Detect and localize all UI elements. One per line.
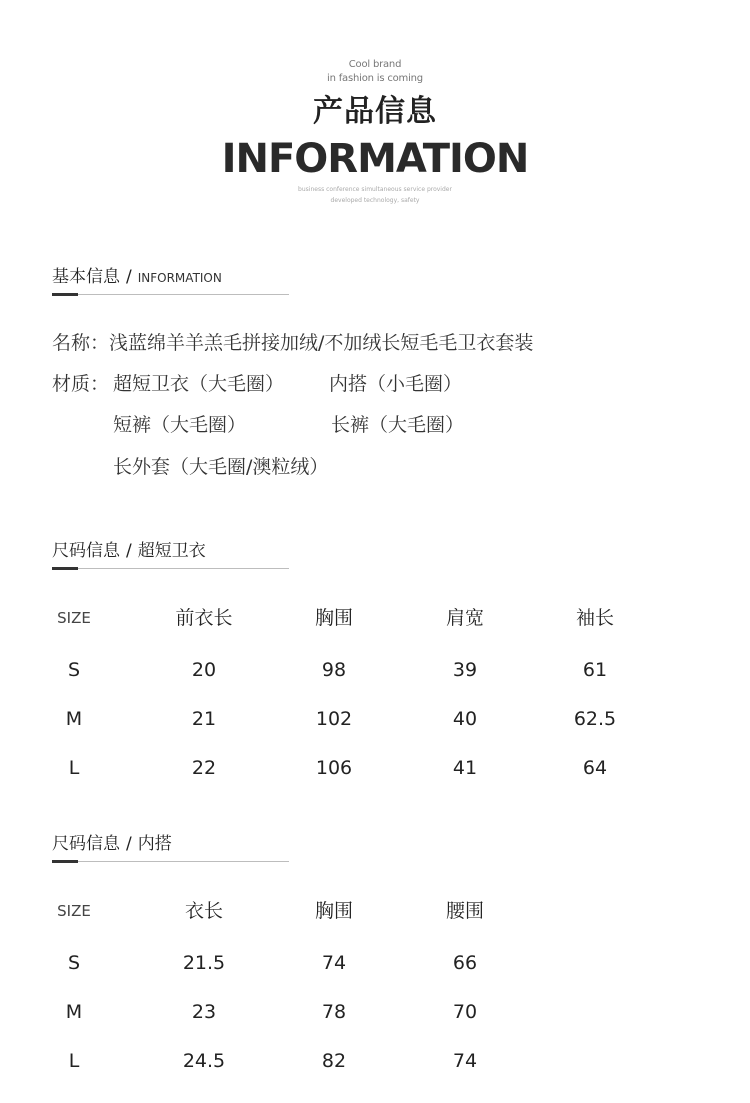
basic-info-accent-bar [52, 293, 78, 296]
table-cell: 61 [582, 659, 608, 681]
table-cell: 74 [452, 1050, 478, 1072]
table-cell-size: S [67, 952, 81, 974]
table-cell: 21 [191, 708, 217, 730]
table-cell-size: S [67, 659, 81, 681]
column-header: 胸围 [314, 607, 353, 629]
table-cell: 21.5 [182, 952, 226, 974]
subtitle-line2: developed technology, safety [330, 197, 420, 204]
table-cell-size: L [68, 1050, 80, 1072]
size-inner-accent-bar [52, 860, 78, 863]
table-cell: 23 [191, 1001, 217, 1023]
table-cell: 82 [321, 1050, 347, 1072]
column-header-size: SIZE [57, 609, 91, 627]
table-cell: 106 [315, 757, 353, 779]
table-cell: 24.5 [182, 1050, 226, 1072]
brand-tagline-line1: Cool brand [348, 59, 402, 70]
table-cell: 102 [315, 708, 353, 730]
page-title-en: INFORMATION [221, 136, 529, 182]
column-header: 胸围 [314, 900, 353, 922]
size-top-accent-bar [52, 567, 78, 570]
material-item: 长外套（大毛圈/澳粒绒） [113, 456, 329, 478]
brand-tagline-line2: in fashion is coming [327, 73, 423, 84]
table-cell: 39 [452, 659, 478, 681]
size-inner-heading [52, 833, 172, 855]
size-top-heading [52, 540, 206, 562]
column-header-size: SIZE [57, 902, 91, 920]
table-cell: 62.5 [573, 708, 617, 730]
size-top-heading-cn: 尺码信息 [52, 541, 120, 561]
size-inner-heading-cn: 尺码信息 [52, 834, 120, 854]
material-item: 超短卫衣（大毛圈） [113, 373, 285, 395]
basic-info-divider [52, 294, 289, 295]
material-label: 材质： [52, 373, 110, 395]
table-cell: 40 [452, 708, 478, 730]
table-cell: 78 [321, 1001, 347, 1023]
product-name: 名称：浅蓝绵羊羊羔毛拼接加绒/不加绒长短毛毛卫衣套装 [52, 332, 534, 354]
table-cell-size: L [68, 757, 80, 779]
subtitle-line1: business conference simultaneous service provider [298, 186, 452, 193]
table-cell: 98 [321, 659, 347, 681]
table-cell: 22 [191, 757, 217, 779]
column-header: 前衣长 [175, 607, 233, 629]
size-top-divider [52, 568, 289, 569]
table-cell: 64 [582, 757, 608, 779]
table-cell-size: M [65, 1001, 83, 1023]
page-title-cn: 产品信息 [313, 94, 437, 129]
column-header: 衣长 [184, 900, 223, 922]
size-inner-divider [52, 861, 289, 862]
table-cell: 41 [452, 757, 478, 779]
basic-info-heading-en: INFORMATION [137, 271, 222, 285]
table-cell: 20 [191, 659, 217, 681]
table-cell: 66 [452, 952, 478, 974]
column-header: 肩宽 [445, 607, 484, 629]
table-cell: 74 [321, 952, 347, 974]
heading-separator: / [126, 267, 132, 287]
table-cell: 70 [452, 1001, 478, 1023]
basic-info-heading-cn: 基本信息 [52, 267, 120, 287]
size-top-heading-sub: 超短卫衣 [137, 541, 206, 561]
material-item: 内搭（小毛圈） [329, 373, 463, 395]
heading-separator: / [126, 541, 132, 561]
column-header: 腰围 [445, 900, 484, 922]
material-item: 长裤（大毛圈） [331, 414, 465, 436]
column-header: 袖长 [575, 607, 614, 629]
table-cell-size: M [65, 708, 83, 730]
heading-separator: / [126, 834, 132, 854]
material-item: 短裤（大毛圈） [113, 414, 247, 436]
size-inner-heading-sub: 内搭 [137, 834, 172, 854]
basic-info-heading [52, 266, 222, 289]
